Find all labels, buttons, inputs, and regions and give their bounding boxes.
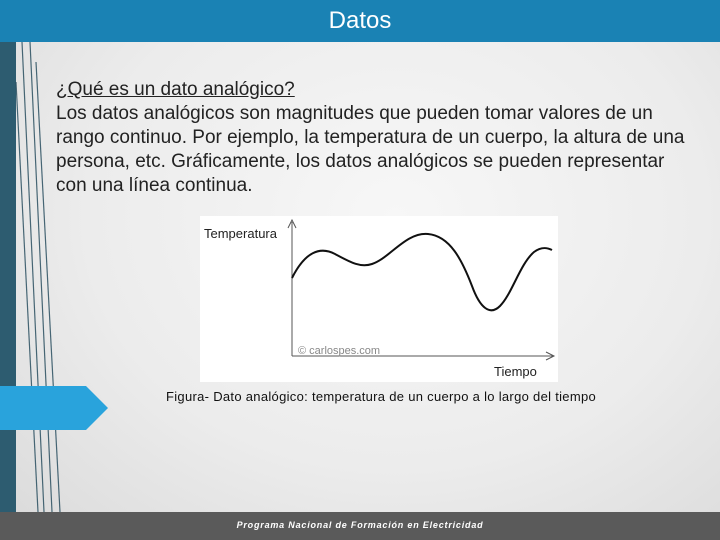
analog-signal-figure <box>200 216 558 382</box>
body-text-block <box>56 78 696 198</box>
body-text-rest: son magnitudes que pueden tomar valores de un rango continuo. Por ejemplo, la temperatura de un cuerpo, la altura de una persona, etc. Gráficamente, los datos analógicos se pueden representar con una línea continua. <box>56 103 685 196</box>
body-text-prefix: Los <box>56 103 92 124</box>
analog-signal-svg <box>200 216 558 382</box>
accent-arrow-shape <box>0 386 108 430</box>
body-text-bold: datos analógicos <box>91 103 235 124</box>
analog-signal-curve <box>292 234 552 310</box>
footer-text: Programa Nacional de Formación en Electricidad <box>236 520 484 530</box>
slide-title: Datos <box>328 7 392 34</box>
question-heading: ¿Qué es un dato analógico? <box>56 79 295 100</box>
y-axis-label: Temperatura <box>204 226 277 241</box>
figure-caption: Figura- Dato analógico: temperatura de un cuerpo a lo largo del tiempo <box>166 389 597 404</box>
x-axis-label: Tiempo <box>494 364 537 379</box>
watermark-text: © carlospes.com <box>298 345 381 357</box>
title-bar <box>0 0 720 42</box>
